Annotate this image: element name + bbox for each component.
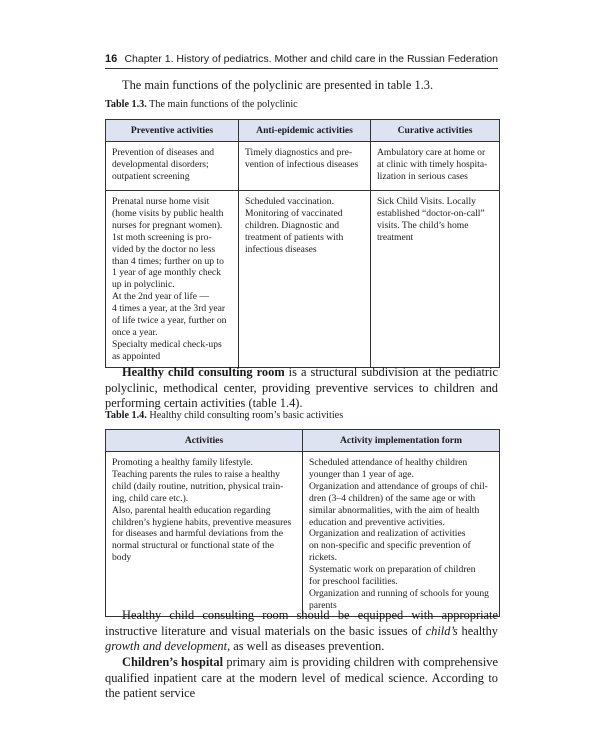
equipment-italic-2: growth and development (105, 639, 228, 653)
consulting-room-text: is a structural subdivision at the pediatric polyclinic, methodical center, providing preventive services to children and performing certain activities (table 1.4). (105, 365, 498, 410)
table-1-3-header-anti-epidemic: Anti-epidemic activities (239, 120, 371, 142)
table-1-3-caption (105, 98, 498, 111)
table-1-3-caption-label: Table 1.3. (105, 99, 147, 110)
equipment-text-2: healthy (457, 623, 498, 638)
consulting-room-term: Healthy child consulting room (122, 365, 285, 379)
table-1-4-caption-text: Healthy child consulting room’s basic activities (146, 410, 344, 421)
table-1-4-header-activities: Activities (106, 430, 303, 452)
table-row (106, 191, 500, 368)
table-cell: Scheduled attendance of healthy children younger than 1 year of age. Organization and attendance of groups of chil- dren (3–4 children) of the same age or with similar abnormalities, with the aim of health education and preventive activities. Organization and realization of activities on non-specific and specific prevention of rickets. Systematic work on preparation of children for preschool facilities. Organization and running of schools for young parents (303, 452, 500, 617)
equipment-text-3: , as well as diseases prevention. (227, 639, 385, 653)
table-cell: Ambulatory care at home or at clinic with timely hospita- lization in serious cases (371, 142, 500, 191)
equipment-paragraph (105, 608, 498, 655)
page-number: 16 (105, 53, 118, 65)
table-1-4-header-row (106, 430, 500, 452)
table-cell: Prevention of diseases and developmental disorders; outpatient screening (106, 142, 239, 191)
consulting-room-paragraph (105, 365, 498, 412)
table-1-4-header-implementation: Activity implementation form (303, 430, 500, 452)
table-cell: Scheduled vaccination. Monitoring of vaccinated children. Diagnostic and treatment of patients with infectious diseases (239, 191, 371, 368)
table-cell: Promoting a healthy family lifestyle. Teaching parents the rules to raise a healthy child (daily routine, nutrition, physical train- ing, child care etc.). Also, parental health education regarding children’s hygiene habits, preventive measures for diseases and harmful deviations from the normal structural or functional state of the body (106, 452, 303, 617)
table-1-4-caption (105, 409, 498, 422)
table-1-4-caption-label: Table 1.4. (105, 410, 147, 421)
chapter-title: Chapter 1. History of pediatrics. Mother and child care in the Russian Federation (124, 53, 498, 65)
intro-paragraph: The main functions of the polyclinic are presented in table 1.3. (122, 78, 434, 92)
table-1-3-header-preventive: Preventive activities (106, 120, 239, 142)
table-1-3 (105, 119, 500, 368)
table-1-3-caption-text: The main functions of the polyclinic (146, 99, 298, 110)
running-head (105, 52, 498, 69)
table-cell: Prenatal nurse home visit (home visits by public health nurses for pregnant women). 1st moth screening is pro- vided by the doctor no less than 4 times; further on up to 1 year of age monthly check up in polyclinic. At the 2nd year of life — 4 times a year, at the 3rd year of life twice a year, further on once a year. Specialty medical check-ups as appointed (106, 191, 239, 368)
table-1-3-header-row (106, 120, 500, 142)
table-1-3-header-curative: Curative activities (371, 120, 500, 142)
equipment-text-1: Healthy child consulting room should be equipped with appropriate instructive literature and visual materials on the basic issues of (105, 608, 498, 638)
table-cell: Sick Child Visits. Locally established “doctor-on-call” visits. The child’s home treatment (371, 191, 500, 368)
table-row (106, 452, 500, 617)
table-1-4 (105, 429, 500, 617)
table-row (106, 142, 500, 191)
table-cell: Timely diagnostics and pre- vention of infectious diseases (239, 142, 371, 191)
hospital-paragraph (105, 655, 498, 702)
hospital-term: Children’s hospital (122, 655, 224, 669)
hospital-text: primary aim is providing children with comprehensive qualified inpatient care at the modern level of medical science. According to the patient service (105, 655, 499, 700)
equipment-italic-1: child’s (425, 623, 458, 638)
